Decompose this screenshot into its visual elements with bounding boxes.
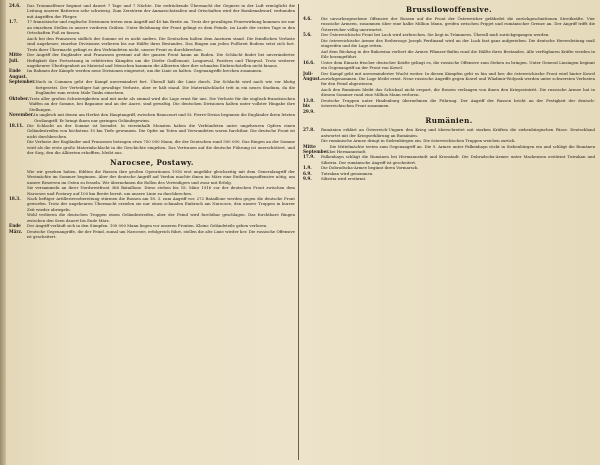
chronicle-entry: [9, 36, 295, 52]
entry-text: Auch bei den Franzosen südlich der Somme ist es nicht anders. Die Deutschen halten dem Ansturm stand. Die feindlichen Verluste sind ungeheuer, einzelne Divisionen verlieren bis zur Hälfte ihres Bestandes. Das Ringen um jeden Fußbreit Bodens setzt sich fort. Trotz ihrer Übermacht gelingt es den Verbündeten nicht, unsere Front zu durchbrechen.: [27, 35, 295, 52]
chronicle-entry: [303, 176, 595, 181]
right-column: [303, 3, 595, 461]
book-spine: [0, 0, 6, 465]
entry-date: November.: [9, 112, 35, 118]
entry-text: Wie wir gesehen haben, fühlten die Russen ihre großen Operationen 1916 erst ungefähr gleichzeitig mit dem Generalangriff der Westmächte im Sommer beginnen. Aber der deutsche Angriff auf Verdun machte ihnen im März eine Entlastungsoffensive nötig, um unsere Reserven im Osten zu fesseln. Wir übernehmen die Rollen des Verteidigers und zwar mit Erfolg.: [27, 168, 295, 185]
left-entries: [9, 3, 295, 156]
entry-text: Die Mittelmächte treten zum Gegenangriff an. Die 9. Armee unter Falkenhayn rückt in Siebenbürgen ein und schlägt die Rumänen bei Hermannstadt.: [329, 143, 595, 154]
entry-text: Die österreichische Armee des Erzherzogs Joseph Ferdinand wird an der Luck fast ganz aufgerieben. Die deutsche Heeresleitung muß eingreifen und die Lage retten.: [321, 37, 595, 49]
brussilow-entries: [303, 16, 595, 114]
entry-text: Die unvorhergesehene Offensive der Russen auf die Front der Österreicher gefährdet die zurückgeschnittenen Streitkräfte. Vier russische Armeen, zusammen über eine halbe Million Mann, greifen zwischen Pripjet und rumänischer Grenze an. Der Angriff trifft die Österreicher völlig unerwartet.: [321, 16, 595, 32]
entry-date: Ende August.: [9, 68, 28, 79]
chronicle-entry: [303, 98, 595, 114]
entry-date: 17.9.: [303, 154, 315, 160]
entry-text: Der Kampf geht mit unverminderter Wucht weiter. In diesen Kämpfen geht es hin und her, die österreichische Front wird hinter Kowel zurückgenommen. Die Lage bleibt ernst. Neue russische Angriffe gegen Kowel und Wladimir-Wolynsk werden unter schwersten Verlusten für den Feind abgewiesen.: [321, 70, 595, 87]
entry-date: Oktober.: [9, 95, 30, 101]
narocsee-entries: [9, 169, 295, 240]
entry-text: Im Rahmen der Kämpfe werden neue Divisionen eingesetzt, um die Linie zu halten. Gegenangriffe brechen zusammen.: [27, 68, 263, 74]
chronicle-entry: [9, 112, 295, 123]
entry-text: Auf dem Rückzug in der Bukowina verliert die Armee Pflanzer-Baltin rund die Hälfte ihres Bestandes. Alle verfügbaren Kräfte werden in Eile herangeführt.: [321, 48, 595, 60]
entry-date: 6.9.: [303, 170, 312, 176]
chronicle-entry: [9, 196, 295, 212]
chronicle-entry: [9, 123, 295, 139]
entry-date: 18.3.: [9, 195, 21, 201]
chronicle-entry: [9, 68, 295, 79]
entry-date: 18.11.: [9, 122, 24, 128]
entry-date: 13.8. bis 29.9.: [303, 97, 315, 114]
chronicle-entry: [9, 185, 295, 196]
chronicle-entry: [303, 144, 595, 155]
entry-date: 1.7.: [9, 19, 18, 25]
entry-text: Wohl verlieren die deutschen Truppen einen Geländestreifen, aber der Feind wird furchtbar geschlagen. Das furchtbare Ringen zwischen den Seen dauert bis Ende März.: [27, 212, 295, 223]
chronicle-entry: [303, 38, 595, 49]
section-title-rumaenien: Rumänien.: [425, 116, 473, 126]
entry-text: Silistria wird erstürmt.: [321, 176, 367, 182]
section-title-narocsee: Narocsee, Postawy.: [110, 157, 194, 167]
chronicle-entry: [9, 3, 295, 19]
chronicle-entry: [9, 96, 295, 112]
left-column: [9, 3, 295, 461]
entry-date: 16.6.: [303, 59, 315, 65]
entry-date: Mitte Juli.: [9, 52, 22, 63]
entry-date: 5.6.: [303, 32, 312, 38]
entry-date: September.: [9, 79, 36, 85]
entry-date: 24.6.: [9, 3, 21, 8]
chronicle-entry: [303, 49, 595, 60]
entry-date: 4.6.: [303, 16, 312, 21]
chronicle-entry: [9, 169, 295, 185]
entry-date: 27.8.: [303, 127, 315, 133]
entry-text: Deutsche Gegenangriffe, die der Feind, zumal um Narocsee, erfolgreich führt, stellen die alte Linie wieder her. Die russische Offensive ist gescheitert.: [27, 228, 295, 240]
chronicle-entry: [303, 60, 595, 71]
chronicle-entry: [9, 79, 295, 95]
entry-text: Trotz aller großen Schwierigkeiten und mit mehr als einmal wird die Lage ernst für uns. Die Verluste für die englisch-französischen Waffen an der Somme, bei Bapaume und an der Ancre, sind gewaltig. Die deutschen Divisionen halten unter vollster Hingabe ihre Stellungen.: [29, 95, 295, 112]
entry-text: Der Angriff verläuft sich in den Sümpfen. 100 000 Mann liegen vor unseren Fronten. Kleine Geländeteile gehen verloren.: [27, 223, 268, 229]
entry-date: Ende: [9, 223, 21, 229]
entry-text: Auch den Rumänen bleibt das Schicksal nicht erspart, die Russen verlangen von ihnen den Kriegseintritt. Die russische Armee hat in diesem Sommer rund eine Million Mann verloren.: [321, 86, 595, 98]
chronicle-entry: [9, 229, 295, 240]
chronicle-entry: [303, 87, 595, 98]
entry-date: 1.9.: [303, 165, 312, 171]
entry-text: Tutrakan wird genommen.: [321, 170, 374, 176]
entry-text: Die Verluste der Engländer und Franzosen betragen etwa 750 000 Mann, die der Deutschen rund 500 000. Das Ringen an der Somme wird als die erste große Materialschlacht in die Geschichte eingehen. Das Vertrauen auf die deutsche Führung ist unerschüttert, und der Sieg, den die Alliierten erhofften, bleibt aus.: [27, 139, 295, 156]
chronicle-entry: [9, 52, 295, 68]
entry-text: Rumänien erklärt an Österreich-Ungarn den Krieg und überschreitet mit starken Kräften die siebenbürgischen Pässe. Deutschland antwortet mit der Kriegserklärung an Rumänien.: [321, 127, 595, 138]
chronicle-entry: [303, 71, 595, 87]
entry-text: Unter dem Einsatz frischer deutscher Kräfte gelingt es, die russische Offensive zum Stehen zu bringen. Unter General Linsingen beginnt ein Gegenangriff an der Front von Kowel.: [321, 59, 595, 71]
entry-text: In ungleich mit denen um Herbst den Hauptangriff, zwischen Beaucourt und St. Pierre-Divion beginnen die Engländer ihren letzten Großangriff. Er bringt ihnen nur geringen Geländegewinn.: [34, 112, 295, 123]
entry-date: Mitte September.: [303, 143, 330, 154]
entry-date: März.: [9, 228, 23, 234]
chronicle-entry: [303, 127, 595, 138]
entry-text: Deutsche Truppen unter Hindenburg übernehmen die Führung. Der Angriff der Russen bricht an der Festigkeit der deutsch-österreichischen Front zusammen.: [321, 97, 595, 109]
chronicle-entry: [303, 154, 595, 165]
chronicle-entry: [9, 19, 295, 35]
entry-text: Die rumänische Armee dringt in Siebenbürgen ein. Die österreichischen Truppen weichen zurück.: [321, 138, 516, 144]
entry-text: Nach in Commen geht der Kampf unvermindert fort. Überall hält die Linie durch. Die Schlacht wird nach wie vor blutig fortgesetzt. Der Verteidiger hat gewaltige Verluste, aber er hält stand. Die Materialschlacht tritt in ein neues Stadium, da die Engländer zum ersten Male Tanks einsetzen.: [35, 79, 295, 96]
entry-text: Nach heftiger Artillerievorbereitung stürmen die Russen am 18. 3. zum Angriff vor. 272 Bataillone werden gegen die deutsche Front geworfen. Trotz der ungeheuren Übermacht erzielen sie nur einen schmalen Einbruch am Narocsee, den unsere Truppen in kurzer Zeit wieder abriegeln.: [27, 195, 295, 212]
chronicle-entry: [303, 16, 595, 32]
column-divider: [298, 4, 299, 460]
section-title-brussilow: Brussilowoffensive.: [405, 5, 493, 14]
entry-text: 17 französische und englische Divisionen treten zum Angriff auf 40 km Breite an. Trotz der gewaltigen Feuerwirkung kommen sie nur an einzelnen Stellen in unsere vorderen Gräben. Unter Belohnung der Front gelingt es dem Feinde, im Laufe der ersten Tage in den Ortschaften Fuß zu fassen.: [27, 19, 295, 36]
entry-text: Falkenhayn schlägt die Rumänen bei Hermannstadt und Kronstadt. Die Dobrudscha-Armee unter Mackensen erstürmt Tutrakan und Silistria. Der rumänische Angriff ist gescheitert.: [321, 154, 595, 165]
entry-date: 9.9.: [303, 176, 312, 182]
rumaenien-entries: [303, 127, 595, 182]
entry-text: Der Angriff der Engländer und Franzosen gewinnt auf der ganzen Front kaum an Boden. Die Schlacht findet bei unveränderter Heftigkeit ihre Fortsetzung in erbitterten Kämpfen um die Dörfer Guillemont, Longueval, Pozières und Thiepval. Trotz weiterer ungeheurer Überlegenheit an Material und Menschen kommen die Alliierten über ihre schmalen Einbruchstellen nicht hinaus.: [27, 52, 295, 68]
entry-text: Sie versammeln an ihrer Nordwestfront 368 Bataillone. Diese stehen bis 18. März 1916 vor der deutschen Front zwischen dem Narocsee und Postawy auf 100 km Breite bereit, um unsere Linie zu durchbrechen.: [27, 185, 295, 196]
entry-text: Die Schlacht an der Somme ist beendet. In viereinhalb Monaten haben die Verbündeten unter ungeheuren Opfern einen Geländestreifen von höchstens 10 km Tiefe gewonnen. Die Opfer an Toten und Verwundeten waren furchtbar. Die deutsche Front ist nicht durchbrochen.: [27, 122, 295, 139]
chronicle-entry: [9, 212, 295, 223]
entry-date: Juli-August.: [303, 70, 322, 81]
chronicle-entry: [9, 139, 295, 155]
entry-text: Der Österreichische Front bei Luck wird zerbrochen. Sie liegt in Trümmern. Überall muß zurückgegangen werden.: [321, 32, 550, 38]
entry-text: Die Dobrudscha-Armee beginnt ihren Vormarsch.: [321, 165, 419, 171]
entry-text: Das Trommelfeuer beginnt und dauert 7 Tage und 7 Nächte. Die erdrückende Übermacht der Gegners in der Luft ermöglicht die Leitung unserer Batterien sehr schwierig. Zum Zerstören der Anmarschstraßen und Ortschaften wird der Bombenabwurf, verbunden mit Angriffen der Flieger.: [27, 3, 295, 19]
